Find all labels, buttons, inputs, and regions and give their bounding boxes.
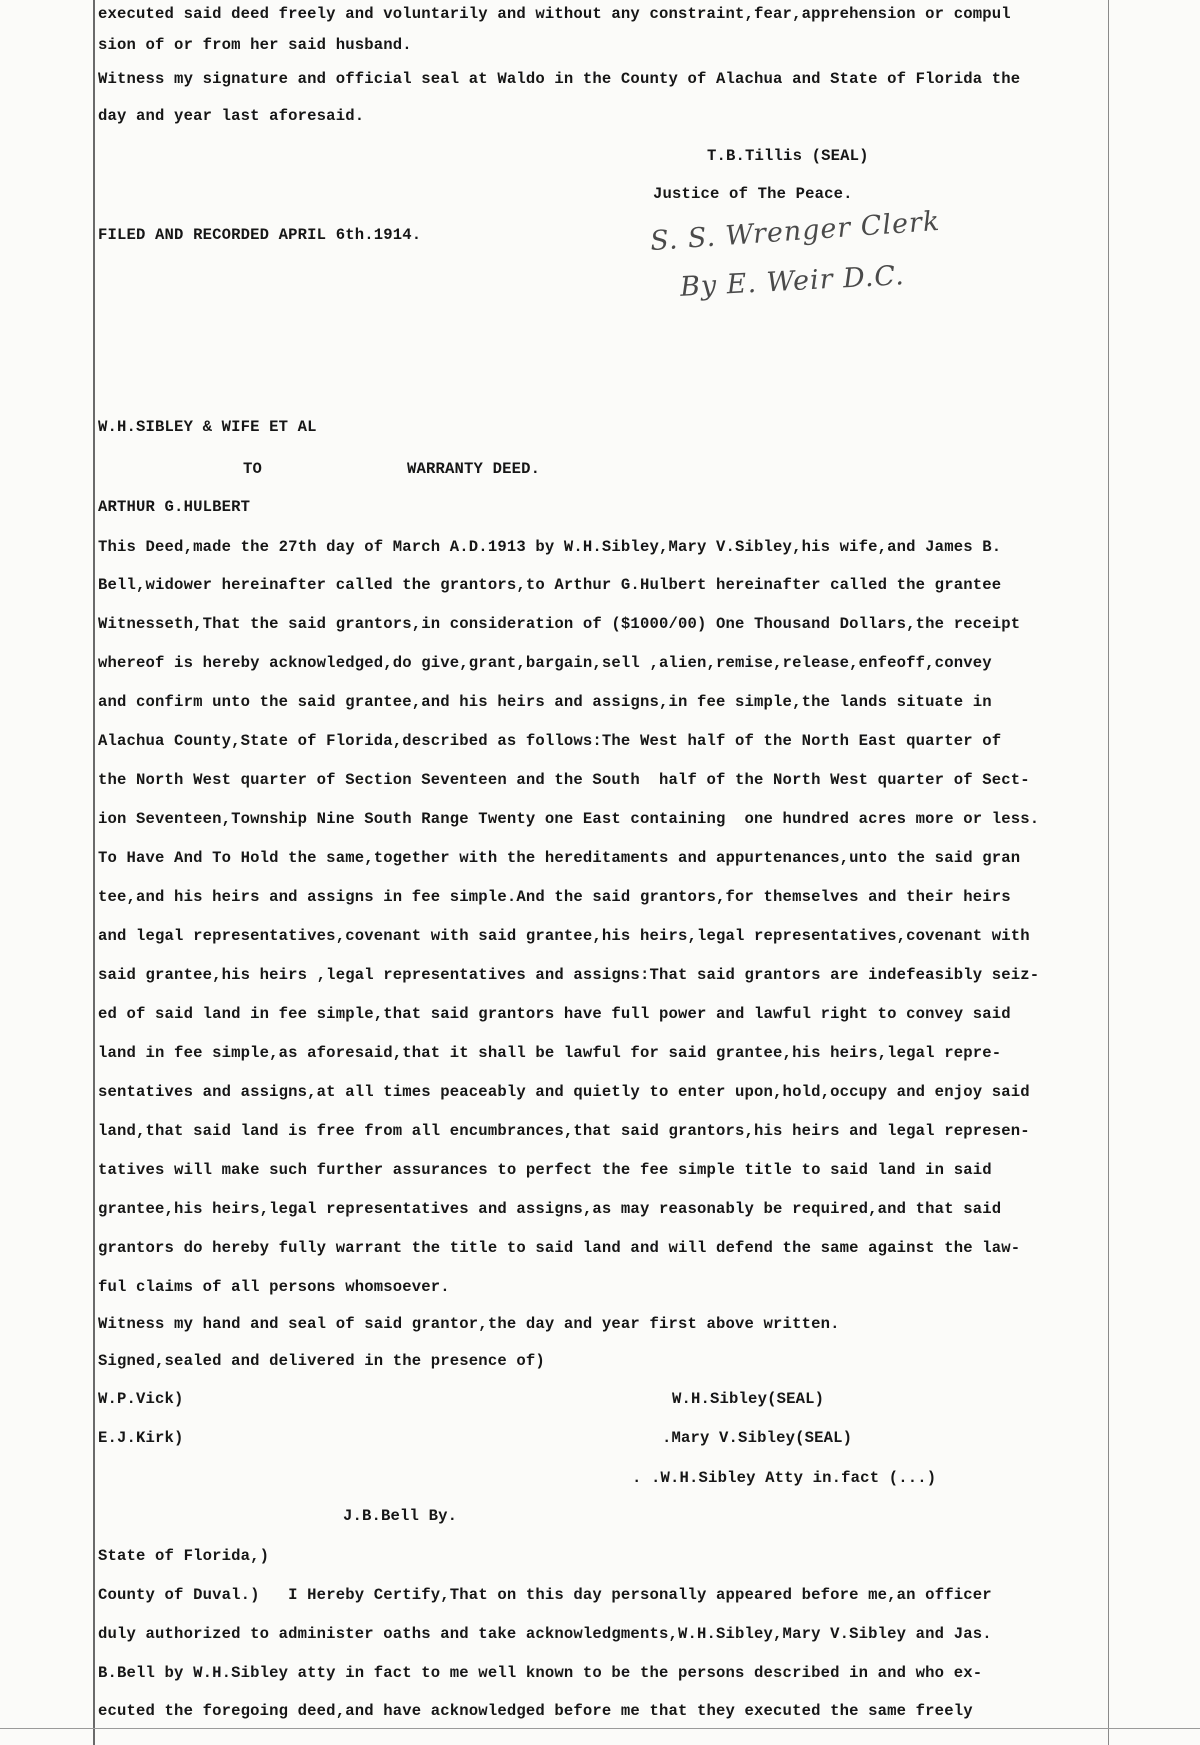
- body-line-22: Signed,sealed and delivered in the presence of): [98, 1352, 545, 1370]
- ack-county-text: I Hereby Certify,That on this day personally appeared before me,an officer: [259, 1586, 992, 1604]
- body-line-10: tee,and his heirs and assigns in fee simple.And the said grantors,for themselves and their heirs: [98, 888, 1011, 906]
- ack-line-3: ecuted the foregoing deed,and have acknowledged before me that they executed the same freely: [98, 1702, 973, 1720]
- body-line-3: Witnesseth,That the said grantors,in consideration of ($1000/00) One Thousand Dollars,the receipt: [98, 615, 1021, 633]
- right-margin-rule: [1108, 0, 1109, 1745]
- body-line-21: Witness my hand and seal of said grantor,the day and year first above written.: [98, 1315, 840, 1333]
- ack-state: State of Florida,): [98, 1547, 270, 1565]
- ack-county-line: [98, 1585, 992, 1605]
- ack-line-2: B.Bell by W.H.Sibley atty in fact to me well known to be the persons described in and who ex-: [98, 1664, 983, 1682]
- witness-1: W.P.Vick): [98, 1390, 184, 1408]
- deed-parties: W.H.SIBLEY & WIFE ET AL: [98, 418, 317, 436]
- body-line-8: ion Seventeen,Township Nine South Range Twenty one East containing one hundred acres more or less.: [98, 810, 1040, 828]
- top-line-3: Witness my signature and official seal at Waldo in the County of Alachua and State of Florida the: [98, 70, 1021, 88]
- body-line-12: said grantee,his heirs ,legal representatives and assigns:That said grantors are indefeasibly seiz-: [98, 966, 1040, 984]
- body-line-15: sentatives and assigns,at all times peaceably and quietly to enter upon,hold,occupy and enjoy said: [98, 1083, 1030, 1101]
- justice-signature: T.B.Tillis (SEAL): [707, 147, 869, 165]
- ack-county: County of Duval.): [98, 1586, 260, 1604]
- top-line-1: executed said deed freely and voluntarily and without any constraint,fear,apprehension or compul: [98, 5, 1011, 23]
- body-line-6: Alachua County,State of Florida,described as follows:The West half of the North East quarter of: [98, 732, 1002, 750]
- body-line-2: Bell,widower hereinafter called the grantors,to Arthur G.Hulbert hereinafter called the grantee: [98, 576, 1002, 594]
- deed-type: WARRANTY DEED.: [407, 460, 541, 478]
- witness-2: E.J.Kirk): [98, 1429, 184, 1447]
- body-line-17: tatives will make such further assurances to perfect the fee simple title to said land in said: [98, 1161, 992, 1179]
- body-line-18: grantee,his heirs,legal representatives and assigns,as may reasonably be required,and that said: [98, 1200, 1002, 1218]
- deed-to: TO: [243, 460, 263, 478]
- left-margin-rule: [93, 0, 95, 1745]
- grantor-signature-2: .Mary V.Sibley(SEAL): [662, 1429, 853, 1447]
- body-line-20: ful claims of all persons whomsoever.: [98, 1278, 450, 1296]
- body-line-19: grantors do hereby fully warrant the title to said land and will defend the same against the law-: [98, 1239, 1021, 1257]
- body-line-13: ed of said land in fee simple,that said grantors have full power and lawful right to convey said: [98, 1005, 1011, 1023]
- top-line-4: day and year last aforesaid.: [98, 107, 365, 125]
- grantor-signature-1: W.H.Sibley(SEAL): [672, 1390, 825, 1408]
- filed-recorded: FILED AND RECORDED APRIL 6th.1914.: [98, 226, 422, 244]
- body-line-9: To Have And To Hold the same,together with the hereditaments and appurtenances,unto the said gran: [98, 849, 1021, 867]
- grantor-signature-3: . .W.H.Sibley Atty in.fact (...): [632, 1469, 937, 1487]
- deed-grantee: ARTHUR G.HULBERT: [98, 498, 251, 516]
- body-line-16: land,that said land is free from all encumbrances,that said grantors,his heirs and legal represen-: [98, 1122, 1030, 1140]
- body-line-11: and legal representatives,covenant with said grantee,his heirs,legal representatives,covenant with: [98, 927, 1030, 945]
- body-line-1: This Deed,made the 27th day of March A.D.1913 by W.H.Sibley,Mary V.Sibley,his wife,and James B.: [98, 538, 1002, 556]
- body-line-4: whereof is hereby acknowledged,do give,grant,bargain,sell ,alien,remise,release,enfeoff,convey: [98, 654, 992, 672]
- body-line-14: land in fee simple,as aforesaid,that it shall be lawful for said grantee,his heirs,legal repre-: [98, 1044, 1002, 1062]
- bottom-rule: [0, 1728, 1200, 1729]
- top-line-2: sion of or from her said husband.: [98, 36, 412, 54]
- clerk-signature-line2: By E. Weir D.C.: [679, 260, 906, 303]
- body-line-5: and confirm unto the said grantee,and his heirs and assigns,in fee simple,the lands situate in: [98, 693, 992, 711]
- bell-signature: J.B.Bell By.: [343, 1507, 458, 1525]
- justice-title: Justice of The Peace.: [653, 185, 853, 203]
- ack-line-1: duly authorized to administer oaths and take acknowledgments,W.H.Sibley,Mary V.Sibley and Jas.: [98, 1625, 992, 1643]
- clerk-signature-line1: S. S. Wrenger Clerk: [649, 205, 942, 258]
- body-line-7: the North West quarter of Section Seventeen and the South half of the North West quarter of Sect-: [98, 771, 1030, 789]
